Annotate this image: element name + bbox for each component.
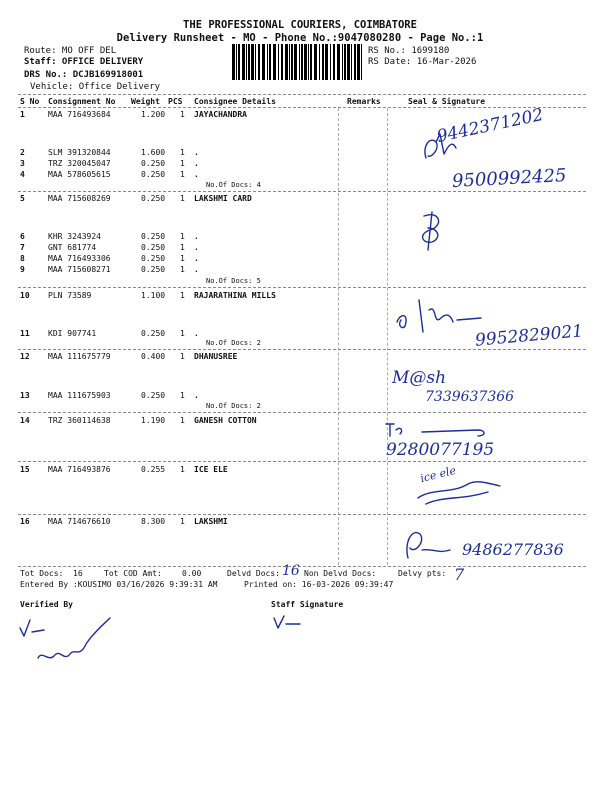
group-note: No.Of Docs: 4 — [206, 181, 261, 189]
group-note: No.Of Docs: 2 — [206, 339, 261, 347]
company-title: THE PROFESSIONAL COURIERS, COIMBATORE — [183, 19, 417, 31]
row-sno: 10 — [20, 291, 30, 300]
group-note: No.Of Docs: 5 — [206, 277, 261, 285]
col-consignment: Consignment No — [48, 97, 116, 106]
handwritten-phone-5: 9280077195 — [386, 440, 495, 460]
staff-signature — [268, 612, 308, 636]
col-seal-signature: Seal & Signature — [408, 97, 486, 106]
row-consignment-no: MAA 578605615 — [48, 170, 111, 179]
route-label: Route: MO OFF DEL — [24, 46, 117, 56]
handwritten-phone-3: 9952829021 — [474, 321, 584, 351]
row-sno: 15 — [20, 465, 30, 474]
barcode-bar — [314, 44, 317, 80]
row-pcs: 1 — [180, 265, 185, 274]
row-consignment-no: GNT 681774 — [48, 243, 97, 252]
row-consignee: DHANUSREE — [194, 352, 238, 361]
barcode-bar — [325, 44, 328, 80]
barcode-bar — [248, 44, 250, 80]
verified-by-label: Verified By — [20, 600, 73, 609]
row-consignment-no: MAA 716493876 — [48, 465, 111, 474]
row-consignee: . — [194, 265, 199, 274]
barcode-bar — [299, 44, 300, 80]
barcode-bar — [337, 44, 340, 80]
signature-row-5 — [414, 208, 448, 254]
row-sno: 5 — [20, 194, 25, 203]
row-sno: 12 — [20, 352, 30, 361]
barcode-bar — [285, 44, 288, 80]
row-pcs: 1 — [180, 148, 185, 157]
vehicle-label: Vehicle: Office Delivery — [30, 82, 161, 92]
row-consignee: . — [194, 391, 199, 400]
rs-date: RS Date: 16-Mar-2026 — [368, 57, 477, 67]
runsheet-title: Delivery Runsheet - MO - Phone No.:9047080280 - Page No.:1 — [116, 32, 484, 44]
row-consignee: GANESH COTTON — [194, 416, 257, 425]
barcode-bar — [347, 44, 350, 80]
handwritten-name-row-12: M@sh — [392, 368, 447, 388]
col-sno: S No — [20, 97, 40, 106]
row-consignee: LAKSHMI CARD — [194, 194, 252, 203]
barcode-bar — [361, 44, 362, 80]
handwritten-name-row-15: ice ele — [418, 463, 458, 486]
row-consignment-no: MAA 716493306 — [48, 254, 111, 263]
delvy-pts-handwritten: 7 — [454, 565, 465, 584]
row-weight: 1.100 — [141, 291, 166, 300]
barcode-bar — [236, 44, 237, 80]
row-pcs: 1 — [180, 194, 185, 203]
col-weight: Weight — [131, 97, 160, 106]
row-weight: 0.250 — [141, 254, 166, 263]
row-sno: 6 — [20, 232, 25, 241]
row-weight: 1.600 — [141, 148, 166, 157]
barcode-bar — [310, 44, 312, 80]
row-consignment-no: KHR 3243924 — [48, 232, 101, 241]
delvd-docs-label: Delvd Docs: — [227, 569, 280, 578]
row-consignee: RAJARATHINA MILLS — [194, 291, 276, 300]
row-pcs: 1 — [180, 329, 185, 338]
handwritten-phone-6: 9486277836 — [462, 540, 564, 559]
barcode-bar — [281, 44, 283, 80]
tot-cod-label: Tot COD Amt: — [104, 569, 162, 578]
row-pcs: 1 — [180, 352, 185, 361]
col-remarks: Remarks — [347, 97, 381, 106]
row-weight: 0.250 — [141, 194, 166, 203]
row-pcs: 1 — [180, 291, 185, 300]
non-delvd-docs-label: Non Delvd Docs: — [304, 569, 377, 578]
row-consignee: ICE ELE — [194, 465, 228, 474]
row-consignee: . — [194, 159, 199, 168]
row-consignment-no: TRZ 320045047 — [48, 159, 111, 168]
handwritten-phone-4: 7339637366 — [425, 389, 515, 405]
staff-label: Staff: OFFICE DELIVERY — [24, 57, 144, 67]
col-pcs: PCS — [168, 97, 183, 106]
barcode-bar — [294, 44, 297, 80]
row-weight: 0.250 — [141, 265, 166, 274]
row-pcs: 1 — [180, 110, 185, 119]
barcode-bar — [232, 44, 235, 80]
row-pcs: 1 — [180, 391, 185, 400]
row-weight: 0.250 — [141, 243, 166, 252]
row-sno: 13 — [20, 391, 30, 400]
row-pcs: 1 — [180, 232, 185, 241]
barcode-bar — [258, 44, 260, 80]
row-pcs: 1 — [180, 170, 185, 179]
row-sno: 3 — [20, 159, 25, 168]
row-weight: 0.250 — [141, 391, 166, 400]
row-consignee: . — [194, 232, 199, 241]
barcode-bar — [308, 44, 309, 80]
barcode-bar — [251, 44, 254, 80]
barcode-bar — [351, 44, 352, 80]
rs-number: RS No.: 1699180 — [368, 46, 450, 56]
row-consignee: . — [194, 243, 199, 252]
row-consignment-no: MAA 111675903 — [48, 391, 111, 400]
barcode-bar — [262, 44, 265, 80]
row-weight: 0.255 — [141, 465, 166, 474]
signature-row-16 — [398, 524, 462, 566]
row-pcs: 1 — [180, 243, 185, 252]
tot-docs-value: 16 — [73, 569, 83, 578]
row-weight: 0.250 — [141, 170, 166, 179]
group-note: No.Of Docs: 2 — [206, 402, 261, 410]
row-sno: 14 — [20, 416, 30, 425]
row-consignee: . — [194, 254, 199, 263]
barcode-bar — [238, 44, 240, 80]
barcode-bar — [319, 44, 320, 80]
barcode-bar — [267, 44, 268, 80]
row-consignment-no: KDI 907741 — [48, 329, 97, 338]
staff-signature-label: Staff Signature — [271, 600, 344, 609]
row-pcs: 1 — [180, 465, 185, 474]
barcode-bar — [246, 44, 247, 80]
drs-number: DRS No.: DCJB169918001 — [24, 70, 144, 80]
row-consignee: . — [194, 148, 199, 157]
row-consignment-no: PLN 73589 — [48, 291, 92, 300]
row-consignee: JAYACHANDRA — [194, 110, 247, 119]
verified-signature — [14, 614, 114, 674]
row-weight: 0.400 — [141, 352, 166, 361]
barcode-bar — [269, 44, 271, 80]
row-sno: 9 — [20, 265, 25, 274]
signature-row-15 — [412, 478, 512, 508]
barcode-bar — [342, 44, 343, 80]
row-consignee: LAKSHMI — [194, 517, 228, 526]
tot-cod-value: 0.00 — [182, 569, 202, 578]
barcode-bar — [357, 44, 360, 80]
row-weight: 0.250 — [141, 159, 166, 168]
col-consignee: Consignee Details — [194, 97, 276, 106]
handwritten-phone-1: 9442371202 — [435, 104, 546, 148]
handwritten-phone-2: 9500992425 — [451, 165, 568, 192]
row-sno: 2 — [20, 148, 25, 157]
delvy-pts-label: Delvy pts: — [398, 569, 447, 578]
row-weight: 1.200 — [141, 110, 166, 119]
row-consignment-no: TRZ 360114638 — [48, 416, 111, 425]
printed-on: Printed on: 16-03-2026 09:39:47 — [244, 580, 394, 589]
row-consignment-no: MAA 715608269 — [48, 194, 111, 203]
signature-row-14 — [382, 418, 492, 442]
barcode-bar — [333, 44, 335, 80]
row-sno: 1 — [20, 110, 25, 119]
row-pcs: 1 — [180, 416, 185, 425]
row-consignee: . — [194, 329, 199, 338]
delvd-docs-handwritten: 16 — [282, 563, 300, 579]
barcode-bar — [291, 44, 293, 80]
tot-docs-label: Tot Docs: — [20, 569, 64, 578]
row-consignment-no: MAA 714676610 — [48, 517, 111, 526]
barcode-bar — [301, 44, 303, 80]
row-consignment-no: MAA 111675779 — [48, 352, 111, 361]
row-consignment-no: MAA 715608271 — [48, 265, 111, 274]
row-sno: 11 — [20, 329, 30, 338]
entered-by: Entered By :KOUSIMO 03/16/2026 9:39:31 AM — [20, 580, 218, 589]
row-pcs: 1 — [180, 517, 185, 526]
barcode-bar — [273, 44, 276, 80]
barcode-bar — [255, 44, 256, 80]
barcode-bar — [354, 44, 356, 80]
row-pcs: 1 — [180, 254, 185, 263]
row-weight: 0.250 — [141, 232, 166, 241]
row-sno: 8 — [20, 254, 25, 263]
row-sno: 7 — [20, 243, 25, 252]
barcode-bar — [322, 44, 324, 80]
row-consignment-no: MAA 716493684 — [48, 110, 111, 119]
row-sno: 4 — [20, 170, 25, 179]
barcode-bar — [242, 44, 245, 80]
barcode-bar — [278, 44, 279, 80]
row-consignee: . — [194, 170, 199, 179]
row-weight: 8.300 — [141, 517, 166, 526]
row-weight: 1.190 — [141, 416, 166, 425]
barcode-bar — [344, 44, 346, 80]
row-pcs: 1 — [180, 159, 185, 168]
row-weight: 0.250 — [141, 329, 166, 338]
barcode — [232, 44, 364, 80]
row-consignment-no: SLM 391320844 — [48, 148, 111, 157]
row-sno: 16 — [20, 517, 30, 526]
barcode-bar — [304, 44, 307, 80]
barcode-bar — [330, 44, 331, 80]
barcode-bar — [289, 44, 290, 80]
